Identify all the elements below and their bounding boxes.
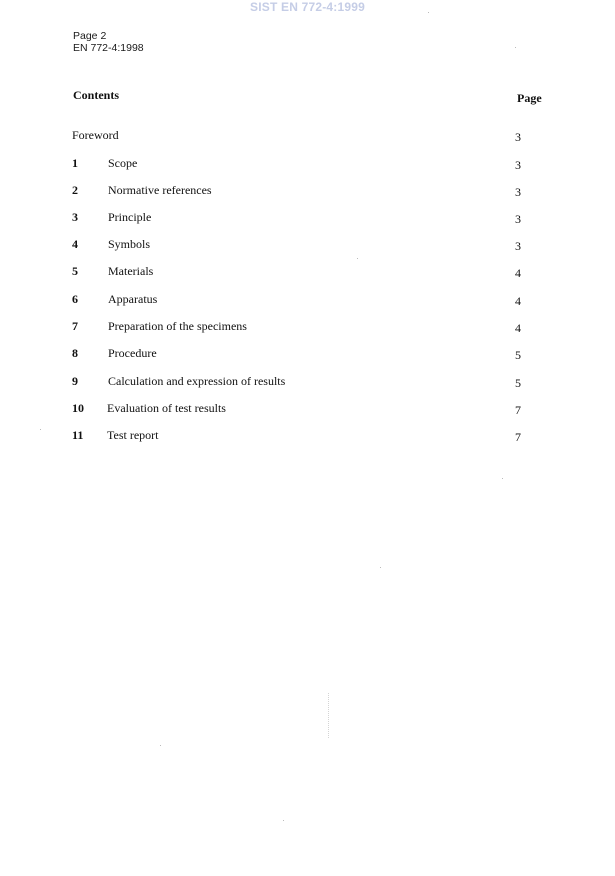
toc-page: 7 (515, 403, 521, 417)
toc-number: 1 (72, 156, 78, 170)
toc-label: Calculation and expression of results (108, 374, 286, 388)
toc-page: 4 (515, 294, 521, 308)
toc-row[interactable] (0, 210, 615, 226)
toc-number: 9 (72, 374, 78, 388)
scan-speck (380, 567, 381, 568)
toc-page: 3 (515, 158, 521, 172)
scan-speck (515, 47, 516, 48)
scan-speck (160, 745, 161, 746)
toc-label: Principle (108, 210, 152, 224)
toc-number: 8 (72, 346, 78, 360)
toc-page: 5 (515, 376, 521, 390)
toc-number: 11 (72, 428, 84, 442)
toc-label: Scope (108, 156, 138, 170)
toc-row[interactable] (0, 428, 615, 444)
toc-label: Preparation of the specimens (108, 319, 247, 333)
toc-page: 4 (515, 321, 521, 335)
scan-speck (283, 820, 284, 821)
toc-page: 3 (515, 239, 521, 253)
toc-label: Apparatus (108, 292, 158, 306)
toc-row[interactable] (0, 156, 615, 172)
toc-row[interactable] (0, 319, 615, 335)
toc-label: Foreword (72, 128, 119, 142)
page-number: Page 2 (73, 30, 107, 42)
toc-row[interactable] (0, 128, 615, 144)
toc-number: 10 (72, 401, 84, 415)
page-column-heading: Page (517, 91, 542, 105)
scan-speck (502, 478, 503, 479)
toc-page: 3 (515, 130, 521, 144)
toc-number: 3 (72, 210, 78, 224)
toc-number: 4 (72, 237, 78, 251)
toc-label: Symbols (108, 237, 151, 251)
toc-number: 5 (72, 264, 78, 278)
scan-speck (428, 12, 429, 13)
toc-row[interactable] (0, 401, 615, 417)
toc-page: 3 (515, 185, 521, 199)
scan-speck (357, 258, 358, 259)
scan-artifact-line (328, 693, 330, 738)
toc-number: 6 (72, 292, 78, 306)
toc-label: Evaluation of test results (107, 401, 226, 415)
toc-label: Test report (107, 428, 159, 442)
scan-speck (40, 429, 41, 430)
toc-page: 3 (515, 212, 521, 226)
toc-page: 4 (515, 266, 521, 280)
toc-row[interactable] (0, 374, 615, 390)
toc-row[interactable] (0, 237, 615, 253)
contents-title: Contents (73, 88, 120, 102)
toc-page: 5 (515, 348, 521, 362)
toc-label: Materials (108, 264, 154, 278)
toc-number: 7 (72, 319, 78, 333)
watermark: SIST EN 772-4:1999 (250, 0, 365, 14)
toc-page: 7 (515, 430, 521, 444)
toc-row[interactable] (0, 183, 615, 199)
document-id: EN 772-4:1998 (73, 42, 144, 54)
toc-row[interactable] (0, 292, 615, 308)
toc-row[interactable] (0, 346, 615, 362)
toc-label: Procedure (108, 346, 157, 360)
toc-number: 2 (72, 183, 78, 197)
toc-row[interactable] (0, 264, 615, 280)
toc-label: Normative references (108, 183, 212, 197)
